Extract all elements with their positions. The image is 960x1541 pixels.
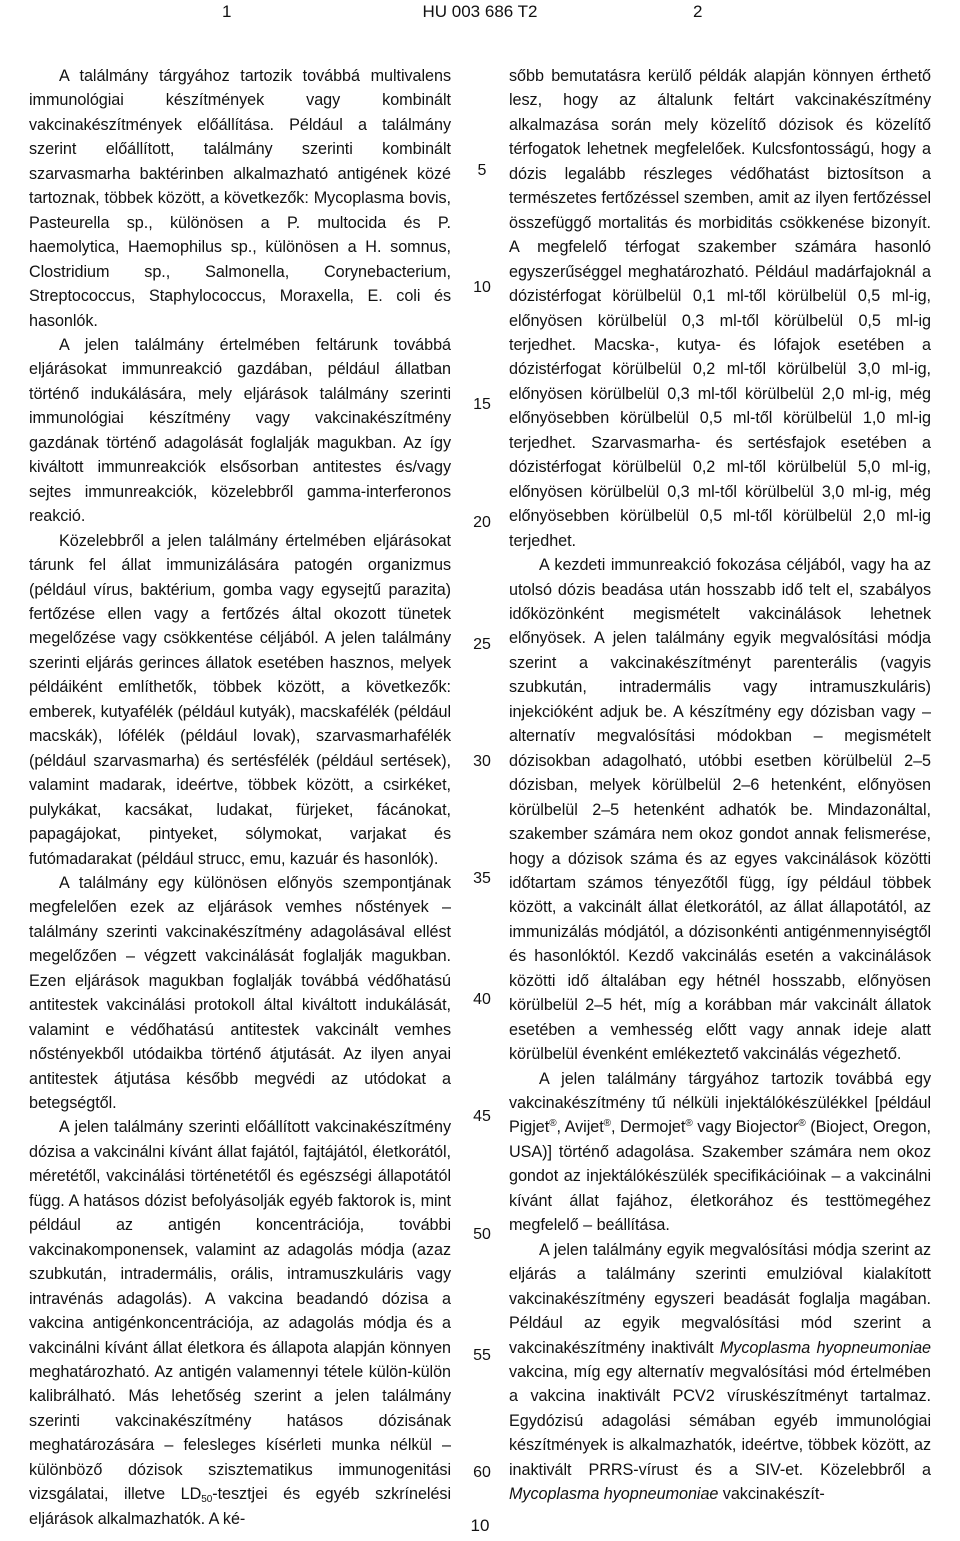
footer-page-number: 10: [470, 1516, 490, 1535]
line-number: 40: [473, 991, 491, 1008]
line-number: 55: [473, 1347, 491, 1364]
line-number: 10: [473, 279, 491, 296]
paragraph-immunization-animals: Közelebbről a jelen találmány értelmében eljárásokat tárunk fel állat immunizálására patogén organizmus (például vírus, baktérium, gomba vagy egysejtű parazita) fertőzése ellen vagy a fertőzés által okozott tünetek megelőzése vagy csökkentése céljából. A jelen találmány szerinti eljárás gerinces állatok esetében hasznos, melyek példáiként említhetők, többek között, a következők: emberek, kutyafélék (például kutyák), macskafélék (például macskák), lófélék (például lovak), szarvasmarhafélék (például szarvasmarha) és sertésfélék (például sertések), valamint madarak, ideértve, többek között, a csirkéket, pulykákat, kacsákat, ludakat, fürjeket, fácánokat, papagájokat, pintyeket, sólymokat, varjakat és futómadarakat (például strucc, emu, kazuár és hasonlók).: [29, 531, 451, 868]
right-text-column: [509, 64, 931, 1507]
line-number: 5: [477, 162, 487, 179]
paragraph-multivalent: A találmány tárgyához tartozik továbbá multivalens immunológiai készítmények vagy kombinált vakcinakészítmények előállítása. Például a találmány szerint előállított, találmány szerinti kombinált szarvasmarha baktérinben alkalmazható antigének közé tartoznak, többek között, a következők: Mycoplasma bovis, Pasteurella sp., különösen a P. multocida és P. haemolytica, Haemophilus sp., különösen a H. somnus, Clostridium sp., Salmonella, Corynebacterium, Streptococcus, Staphylococcus, Moraxella, E. coli és hasonlók.: [29, 67, 451, 330]
patent-number: HU 003 686 T2: [422, 2, 538, 21]
species-name: Mycoplasma hyopneumoniae: [509, 1485, 719, 1504]
left-text-column: [29, 64, 451, 1531]
single-dose-text-3: vakcinakészít-: [718, 1485, 825, 1504]
dose-text-tail: -tesztjei és egyéb szkrínelési eljárások alkalmazhatók. A ké-: [29, 1485, 451, 1528]
paragraph-immune-induction: A jelen találmány értelmében feltárunk továbbá eljárásokat immunreakció gazdában, például állatban történő indukálására, mely eljárások találmány szerinti immunológiai készítmény vagy vakcinakészítmény gazdának történő adagolását foglalják magukban. Az így kiváltott immunreakciók elsősorban antitestes és/vagy sejtes immunreakciók, közelebbről gamma-interferonos reakció.: [29, 335, 451, 526]
line-number: 30: [473, 753, 491, 770]
species-name: Mycoplasma hyopneumoniae: [719, 1338, 932, 1357]
paragraph-dose: [29, 1115, 451, 1531]
dose-text: A jelen találmány szerinti előállított vakcinakészítmény dózisa a vakcinálni kívánt állat fajától, fajtájától, életkorától, méretétől, vakcinálási történetétől és egészségi állapotától függ. A hatásos dózist befolyásolják egyéb faktorok is, mint például az antigén koncentrációja, további vakcinakomponensek, valamint az adagolás módja (azaz szubkután, intradermális, orális, intramuszkuláris vagy intravénás adagolás). A vakcina beadandó dózisa a vakcina antigénkoncentrációja, az adagolás módja és a vakcinálni kívánt állat életkora és állapota alapján könnyen meghatározható. Az antigén valamennyi tétele külön-külön kalibrálható. Más lehetőség szerint a jelen találmány szerinti vakcinakészítmény hatásos dózisának meghatározására – felesleges kísérleti munka nélkül – különböző dózisok szisztematikus immunogenitási vizsgálatai, illetve LD: [29, 1118, 451, 1504]
registered-mark: ®: [685, 1118, 693, 1130]
paragraph-pregnant-females: A találmány egy különösen előnyös szempontjának megfelelően ezek az eljárások vemhes nőstények – találmány szerinti vakcinakészítmény adagolásával ellést megelőzően – végzett vakcinálását foglalják magukban. Ezen eljárások magukban foglalják továbbá védőhatású antitestek vakcinálási protokoll által kiváltott indukálását, valamint e védőhatású antitestek vakcinált vemhes nőstényekből utódaikba történő átjutását. Az ilyen anyai antitestek átjutása később megvédi az utódokat a betegségtől.: [29, 873, 451, 1113]
paragraph-needle-free: [509, 1067, 931, 1238]
single-dose-text: A jelen találmány egyik megvalósítási módja szerint az eljárás a találmány szerinti emulzióval kialakított vakcinakészítmény egyszeri beadását foglalja magában. Például az egyik megvalósítási mód szerint a vakcinakészítmény inaktivált: [509, 1240, 931, 1357]
single-dose-text-2: vakcina, míg egy alternatív megvalósítási mód értelmében a vakcina inaktivált PCV2 víruskészítményt tartalmaz. Egydózisú adagolási sémában egyéb immunológiai készítmények is alkalmazhatók, ideértve, többek között, az inaktivált PRRS-vírust és a SIV-et. Közelebbről a: [509, 1363, 931, 1479]
line-number: 45: [473, 1108, 491, 1125]
ld50-subscript: 50: [201, 1494, 213, 1506]
right-page-number: 2: [693, 2, 703, 21]
registered-mark: ®: [798, 1118, 806, 1130]
line-number: 50: [473, 1226, 491, 1243]
needle-free-text-2: , Avijet: [556, 1118, 604, 1137]
line-number: 60: [473, 1464, 491, 1481]
needle-free-text-3: , Dermojet: [611, 1118, 686, 1137]
line-number: 25: [473, 636, 491, 653]
paragraph-booster: A kezdeti immunreakció fokozása céljából, vagy ha az utolsó dózis beadása után hosszabb idő telt el, szabályos időközönként megismételt vakcinálások lehetnek előnyösek. A jelen találmány egyik megvalósítási módja szerint a vakcinakészítményt parenterális (vagyis szubkután, intradermális vagy intramuszkuláris) injekcióként adjuk be. A készítmény egy dózisban vagy – alternatív megvalósítási módokban – megismételt dózisokban adagolható, utóbbi esetben körülbelül 2–5 dózisban, melyek körülbelül 2–6 hetenként, előnyösen körülbelül 2–5 hetenként adhatók be. Mindazonáltal, szakember számára nem okoz gondot annak felismerése, hogy a dózisok száma és az egyes vakcinálások közötti időtartam számos tényezőtől függ, így például többek között, a vakcinált állat életkorától, az állat állapotától, az immunizálás módjától, a dózisonkénti antigénmennyiségtől és hasonlóktól. Kezdő vakcinálás esetén a vakcinálások közötti idő általában egy hétnél hosszabb, előnyösen körülbelül 2–5 hét, míg a korábban már vakcinált állatok esetében a vemhesség előtt vagy annak ideje alatt körülbelül évenként emlékeztető vakcinálás végezhető.: [509, 556, 931, 1064]
needle-free-text-5: (Bioject, Oregon, USA)] történő adagolása. Szakember számára nem okoz gondot az injektálókészülék specifikációinak – a vakcinálni kívánt állat fajához, életkorához és testtömegéhez megfelelő – beállítása.: [509, 1118, 932, 1235]
line-number: 35: [473, 870, 491, 887]
needle-free-text-4: vagy Biojector: [692, 1118, 799, 1137]
paragraph-dose-volume: sőbb bemutatásra kerülő példák alapján könnyen érthető lesz, hogy az általunk feltárt vakcinakészítmény alkalmazása során mely közelítő dózisok és közelítő térfogatok lehetnek megfelelőek. Kulcsfontosságú, hogy a dózis legalább részleges védőhatást biztosítson a természetes fertőzéssel szemben, amit az ilyen fertőzéssel összefüggő mortalitás és morbiditás csökkenése bizonyít. A megfelelő térfogat szakember számára hasonló egyszerűséggel meghatározható. Például madárfajoknál a dózistérfogat körülbelül 0,1 ml-től körülbelül 0,5 ml-ig, előnyösen körülbelül 0,3 ml-től körülbelül 0,5 ml-ig terjedhet. Macska-, kutya- és lófajok esetében a dózistérfogat körülbelül 0,2 ml-től körülbelül 3,0 ml-ig, előnyösen körülbelül 0,3 ml-től körülbelül 2,0 ml-ig, még előnyösebben körülbelül 0,5 ml-től körülbelül 1,0 ml-ig terjedhet. Szarvasmarha- és sertésfajok esetében a dózistérfogat körülbelül 0,2 ml-től körülbelül 5,0 ml-ig, előnyösen körülbelül 0,3 ml-től körülbelül 3,0 ml-ig, még előnyösebben körülbelül 0,5 ml-től körülbelül 2,0 ml-ig terjedhet.: [509, 67, 931, 550]
left-page-number: 1: [222, 2, 232, 21]
line-number: 15: [473, 396, 491, 413]
needle-free-text: A jelen találmány tárgyához tartozik továbbá egy vakcinakészítmény tű nélküli injektálókészülékkel [például Pigjet: [509, 1069, 931, 1137]
paragraph-single-dose: [509, 1238, 931, 1507]
registered-mark: ®: [603, 1118, 611, 1130]
registered-mark: ®: [549, 1118, 557, 1130]
line-number: 20: [473, 514, 491, 531]
